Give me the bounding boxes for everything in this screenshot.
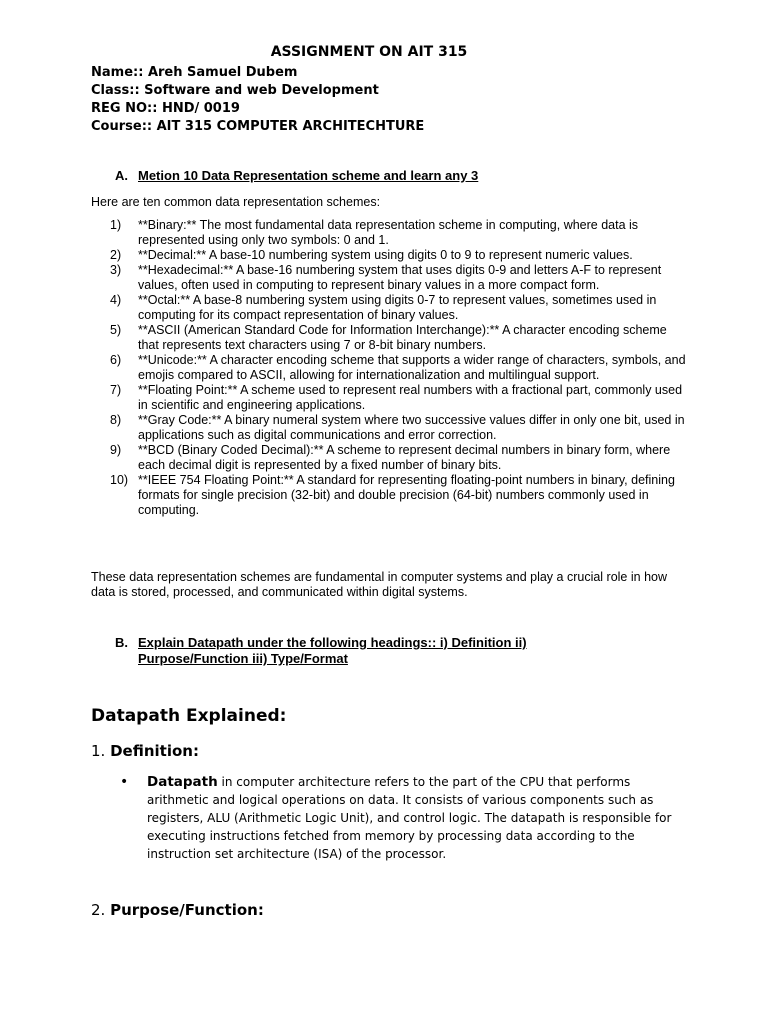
list-item: 1) **Binary:** The most fundamental data representation scheme in computing, where data is represented using only two symbols: 0 and 1.	[110, 218, 639, 247]
registration-number: REG NO:: HND/ 0019	[91, 101, 240, 116]
list-item: 10) **IEEE 754 Floating Point:** A standard for representing floating-point numbers in binary, defining formats for single precision (32-bit) and double precision (64-bit) numbers commonly used in computing.	[110, 473, 675, 517]
scheme-list	[110, 218, 690, 518]
definition-bullet	[120, 773, 680, 863]
section-a-title: Metion 10 Data Representation scheme and learn any 3	[138, 168, 479, 183]
document-title: ASSIGNMENT ON AIT 315	[270, 44, 468, 60]
section-a-label: A.	[115, 168, 128, 183]
student-name: Name:: Areh Samuel Dubem	[91, 65, 298, 80]
section-b-title-line2: Purpose/Function iii) Type/Format	[138, 651, 348, 666]
course-line: Course:: AIT 315 COMPUTER ARCHITECHTURE	[91, 119, 425, 134]
list-item: 3) **Hexadecimal:** A base-16 numbering system that uses digits 0-9 and letters A-F to represent values, often used in computing to represent binary values in a more compact form.	[110, 263, 662, 292]
purpose-heading: 2. Purpose/Function:	[91, 901, 264, 919]
section-a-intro: Here are ten common data representation schemes:	[91, 195, 381, 209]
definition-text: Datapath in computer architecture refers to the part of the CPU that performs arithmetic and logical operations on data. It consists of various components such as registers, ALU (Arithmetic Logic Unit), and control logic. The datapath is responsible for executing instructions fetched from memory by processing data according to the instruction set architecture (ISA) of the processor.	[147, 774, 672, 861]
list-item: 5) **ASCII (American Standard Code for Information Interchange):** A character encoding scheme that represents text characters using 7 or 8-bit binary numbers.	[110, 323, 667, 352]
list-item: 9) **BCD (Binary Coded Decimal):** A scheme to represent decimal numbers in binary form, where each decimal digit is represented by a fixed number of binary bits.	[110, 443, 671, 472]
list-item: 2) **Decimal:** A base-10 numbering system using digits 0 to 9 to represent numeric values.	[110, 248, 633, 262]
section-a-closing: These data representation schemes are fundamental in computer systems and play a crucial role in how data is stored, processed, and communicated within digital systems.	[91, 570, 667, 599]
list-item: 6) **Unicode:** A character encoding scheme that supports a wider range of characters, symbols, and emojis compared to ASCII, allowing for internationalization and multilingual support.	[110, 353, 686, 382]
list-item: 4) **Octal:** A base-8 numbering system using digits 0-7 to represent values, sometimes used in computing for its compact representation of binary values.	[110, 293, 657, 322]
student-class: Class:: Software and web Development	[91, 83, 379, 98]
bullet-icon: •	[120, 774, 129, 790]
datapath-title: Datapath Explained:	[91, 706, 287, 726]
section-b-label: B.	[115, 635, 128, 650]
list-item: 7) **Floating Point:** A scheme used to represent real numbers with a fractional part, commonly used in scientific and engineering applications.	[110, 383, 683, 412]
list-item: 8) **Gray Code:** A binary numeral system where two successive values differ in only one bit, used in applications such as digital communications and error correction.	[110, 413, 685, 442]
definition-heading: 1. Definition:	[91, 742, 199, 760]
section-b-title-line1: Explain Datapath under the following headings:: i) Definition ii)	[138, 635, 527, 650]
